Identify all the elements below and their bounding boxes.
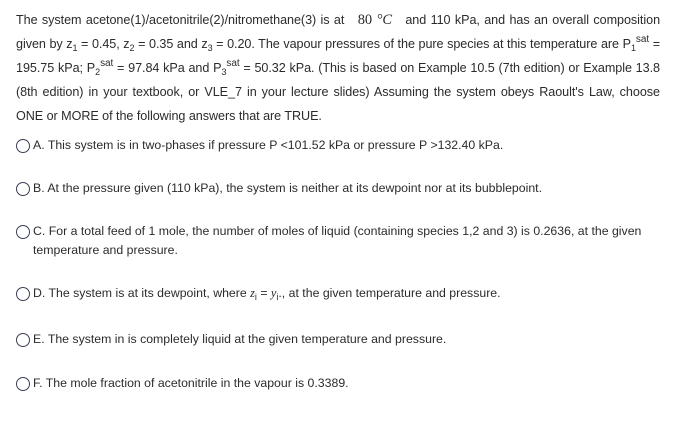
p3-sat-value: = 50.32 kPa. (This is based on Example 10.5 (7th edition) or Example 13.8 (8th edition) in your textbook, or VLE_7 in your lecture slides) Assuming the system obeys Raoult's Law, choose ONE or MORE of the following answers that are TRUE. — [16, 61, 660, 123]
option-b-radio[interactable] — [16, 182, 30, 196]
option-f-label: F. The mole fraction of acetonitrile in the vapour is 0.3389. — [33, 376, 349, 390]
p2-sat-value: = 97.84 kPa and P — [117, 61, 222, 75]
option-f[interactable] — [16, 374, 688, 393]
option-e-radio[interactable] — [16, 333, 30, 347]
option-c[interactable] — [16, 222, 688, 260]
z2-value: = 0.35 and z — [138, 37, 208, 51]
option-d-radio[interactable] — [16, 287, 30, 301]
option-a[interactable] — [16, 136, 688, 155]
question-text: The system acetone(1)/acetonitrile(2)/nitromethane(3) is at 80 °C and 110 kPa, and has an overall composition given by $z_1 = 0.45$, $z_2 = 0.35$ and $z_3 = 0.20$. The vapour pressures of the pure species at this temperature are $P_1^{sat} = 195.75$ kPa; $P_2^{sat} = 97.84$ kPa and $P_3^{sat} = 50.32$ kPa. (This is based on Example 10.5 (7th edition) or Example 13.8 (8th edition) in your textbook, or VLE_7 in your lecture slides) Assuming the system obeys Raoult's Law, choose ONE or MORE of the following answers that are TRUE. — [16, 12, 661, 123]
option-b-label: B. At the pressure given (110 kPa), the system is neither at its dewpoint nor at its bubblepoint. — [33, 181, 542, 195]
option-a-radio[interactable] — [16, 139, 30, 153]
temperature: 80 °C — [357, 12, 392, 28]
option-c-label: C. For a total feed of 1 mole, the number of moles of liquid (containing species 1,2 and 3) is 0.2636, at the given temperature and pressure. — [33, 224, 642, 257]
p1-sat-value: = 195.75 kPa; P — [16, 37, 661, 75]
option-e[interactable] — [16, 330, 688, 349]
option-d-label: D. The system is at its dewpoint, where $z_i = y_i$., at the given temperature and pressure. — [33, 286, 501, 302]
option-a-label: A. This system is in two-phases if pressure P <101.52 kPa or pressure P >132.40 kPa. — [33, 138, 504, 152]
question-intro: The system acetone(1)/acetonitrile(2)/nitromethane(3) is at — [16, 13, 345, 27]
question-pressure-composition: and 110 kPa, and has an overall composition given by z — [16, 13, 661, 51]
option-e-label: E. The system in is completely liquid at the given temperature and pressure. — [33, 332, 447, 346]
z1-value: = 0.45, z — [81, 37, 130, 51]
option-d[interactable] — [16, 284, 688, 303]
option-b[interactable] — [16, 179, 688, 198]
option-c-radio[interactable] — [16, 225, 30, 239]
z3-value: = 0.20. The vapour pressures of the pure species at this temperature are P — [216, 37, 631, 51]
option-f-radio[interactable] — [16, 377, 30, 391]
